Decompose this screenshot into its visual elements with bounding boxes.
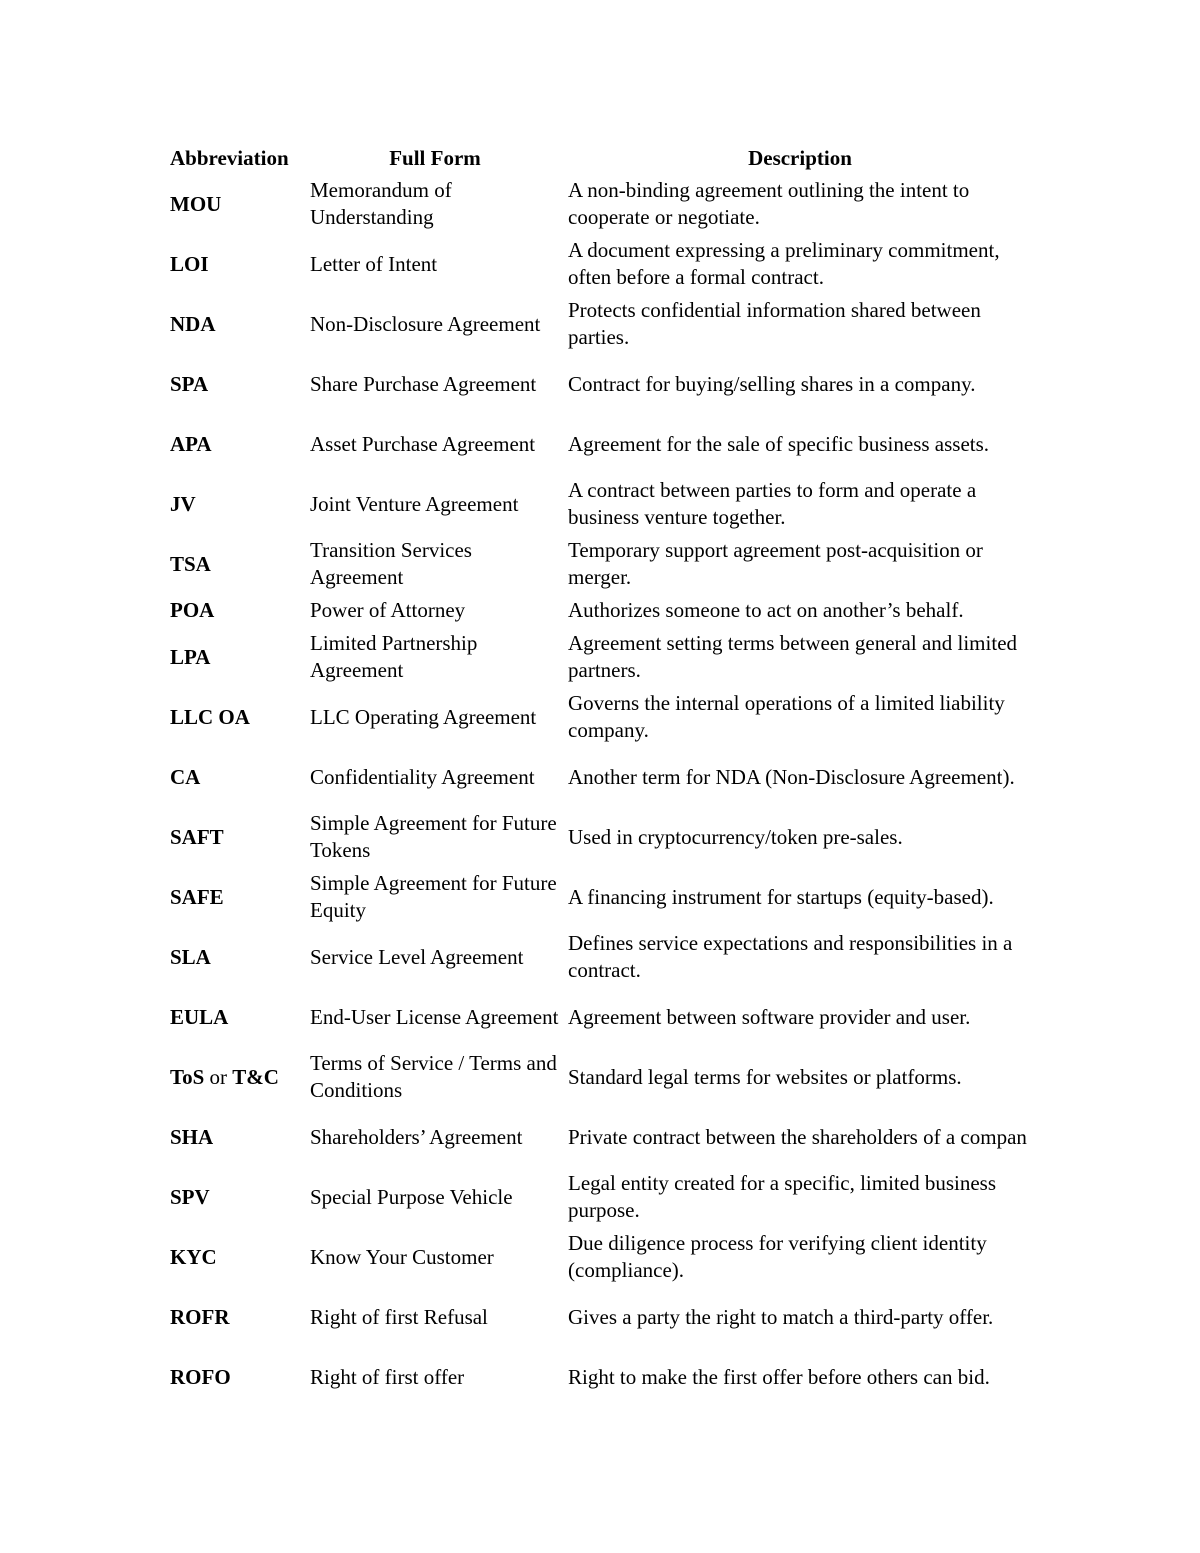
abbreviation-cell — [166, 1047, 306, 1107]
table-row — [166, 234, 1036, 294]
table-row — [166, 1287, 1036, 1347]
table-row — [166, 687, 1036, 747]
header-abbreviation: Abbreviation — [170, 145, 289, 170]
description-cell: Standard legal terms for websites or platforms. — [568, 1064, 962, 1089]
full-form-cell: Simple Agreement for Future Equity — [310, 871, 557, 922]
abbreviation-cell: ROFR — [170, 1304, 230, 1329]
abbreviation-cell: MOU — [170, 191, 222, 216]
description-cell: A contract between parties to form and operate a business venture together. — [568, 478, 977, 529]
table-row — [166, 807, 1036, 867]
description-cell: Authorizes someone to act on another’s behalf. — [568, 598, 964, 622]
table-row — [166, 594, 1036, 627]
header-description: Description — [748, 145, 852, 170]
abbreviation-cell: POA — [170, 598, 215, 622]
full-form-cell: Limited Partnership Agreement — [310, 631, 478, 682]
description-cell: Agreement setting terms between general and limited partners. — [568, 631, 1018, 682]
table-row — [166, 474, 1036, 534]
full-form-cell: Joint Venture Agreement — [310, 491, 519, 516]
full-form-cell: Service Level Agreement — [310, 944, 524, 969]
abbreviation-cell: SHA — [170, 1124, 214, 1149]
abbreviation-cell: JV — [170, 491, 196, 516]
table-row — [166, 1047, 1036, 1107]
abbreviation-cell: NDA — [170, 311, 216, 336]
full-form-cell: Shareholders’ Agreement — [310, 1124, 523, 1149]
description-cell: Used in cryptocurrency/token pre-sales. — [568, 824, 903, 849]
table-row — [166, 1227, 1036, 1287]
full-form-cell: Confidentiality Agreement — [310, 764, 535, 789]
abbreviation-cell: LPA — [170, 644, 211, 669]
description-cell: Governs the internal operations of a limited liability company. — [568, 691, 1005, 742]
abbreviation-cell: LOI — [170, 251, 209, 276]
full-form-cell: Non-Disclosure Agreement — [310, 311, 541, 336]
full-form-cell: Memorandum of Understanding — [310, 178, 452, 229]
abbreviation-cell: SPV — [170, 1184, 210, 1209]
table-row — [166, 1347, 1036, 1407]
abbreviation-part: ToS — [170, 1064, 205, 1089]
full-form-cell: Terms of Service / Terms and Conditions — [310, 1051, 557, 1102]
abbreviation-or: or — [204, 1064, 233, 1089]
description-cell: Agreement between software provider and user. — [568, 1004, 971, 1029]
abbreviation-cell: KYC — [170, 1244, 217, 1269]
header-full-form: Full Form — [389, 145, 481, 170]
description-cell: Right to make the first offer before others can bid. — [568, 1364, 990, 1389]
description-cell: A non-binding agreement outlining the intent to cooperate or negotiate. — [568, 178, 970, 229]
abbreviation-cell: ROFO — [170, 1364, 231, 1389]
table-row — [166, 747, 1036, 807]
description-cell: Another term for NDA (Non-Disclosure Agreement). — [568, 764, 1015, 789]
table-row — [166, 927, 1036, 987]
table-row — [166, 867, 1036, 927]
description-cell: Contract for buying/selling shares in a company. — [568, 371, 976, 396]
table-row — [166, 627, 1036, 687]
table-row — [166, 987, 1036, 1047]
full-form-cell: Know Your Customer — [310, 1244, 494, 1269]
description-cell: Due diligence process for verifying client identity (compliance). — [568, 1231, 987, 1282]
description-cell: A document expressing a preliminary commitment, often before a formal contract. — [568, 238, 1000, 289]
table-row — [166, 1107, 1036, 1167]
full-form-cell: End-User License Agreement — [310, 1004, 559, 1029]
abbreviation-cell: SPA — [170, 371, 209, 396]
description-cell: Private contract between the shareholders of a compan — [568, 1124, 1027, 1149]
description-cell: A financing instrument for startups (equity-based). — [568, 884, 994, 909]
abbreviation-table — [166, 142, 1036, 1407]
abbreviation-cell: APA — [170, 431, 212, 456]
abbreviation-cell: LLC OA — [170, 704, 250, 729]
full-form-cell: Asset Purchase Agreement — [310, 431, 536, 456]
abbreviation-cell: SLA — [170, 944, 211, 969]
abbreviation-part: T&C — [232, 1064, 279, 1089]
description-cell: Temporary support agreement post-acquisition or merger. — [568, 538, 983, 589]
table-row — [166, 174, 1036, 234]
table-row — [166, 414, 1036, 474]
table-row — [166, 354, 1036, 414]
description-cell: Legal entity created for a specific, limited business purpose. — [568, 1171, 997, 1222]
full-form-cell: Right of first offer — [310, 1364, 465, 1389]
full-form-cell: Simple Agreement for Future Tokens — [310, 811, 557, 862]
full-form-cell: Special Purpose Vehicle — [310, 1184, 513, 1209]
abbreviation-cell: EULA — [170, 1004, 229, 1029]
description-cell: Gives a party the right to match a third-party offer. — [568, 1304, 994, 1329]
full-form-cell: Power of Attorney — [310, 598, 466, 622]
description-cell: Defines service expectations and responsibilities in a contract. — [568, 931, 1013, 982]
full-form-cell: Right of first Refusal — [310, 1304, 488, 1329]
table-row — [166, 294, 1036, 354]
full-form-cell: Letter of Intent — [310, 251, 438, 276]
abbreviation-cell: CA — [170, 764, 201, 789]
full-form-cell: Share Purchase Agreement — [310, 371, 537, 396]
header-row — [166, 142, 1036, 174]
table-row — [166, 534, 1036, 594]
full-form-cell: LLC Operating Agreement — [310, 704, 537, 729]
abbreviation-cell: SAFE — [170, 884, 224, 909]
description-cell: Agreement for the sale of specific business assets. — [568, 431, 990, 456]
description-cell: Protects confidential information shared between parties. — [568, 298, 981, 349]
table-row — [166, 1167, 1036, 1227]
abbreviation-cell: SAFT — [170, 824, 224, 849]
full-form-cell: Transition Services Agreement — [310, 538, 472, 589]
abbreviation-cell: TSA — [170, 551, 211, 576]
